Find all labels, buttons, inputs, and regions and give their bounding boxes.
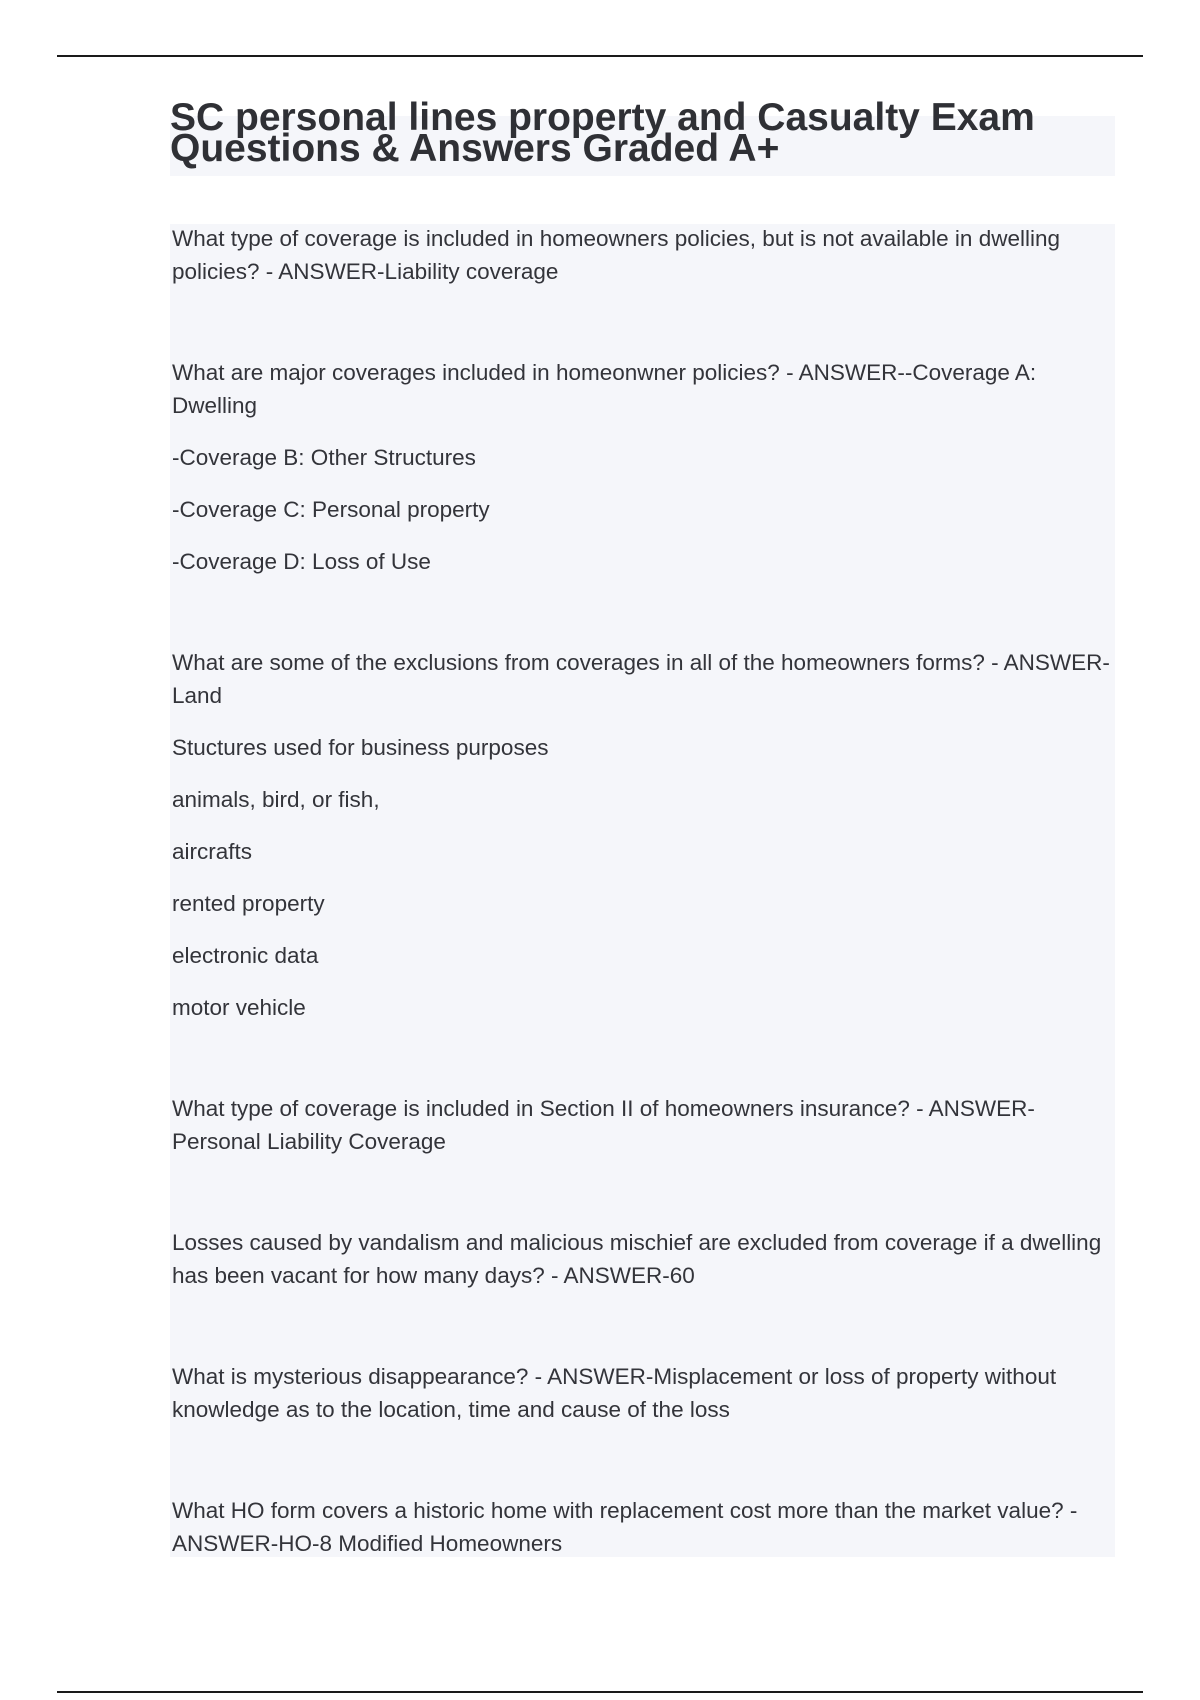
qa-line: Stuctures used for business purposes: [172, 735, 549, 760]
qa-line: motor vehicle: [172, 995, 306, 1020]
qa-line: animals, bird, or fish,: [172, 787, 380, 812]
qa-line: What is mysterious disappearance? - ANSWER-Misplacement or loss of property without knowledge as to the location, time and cause of the loss: [172, 1364, 1057, 1422]
qa-item: [172, 356, 1112, 578]
qa-item: [172, 1360, 1112, 1426]
qa-line: electronic data: [172, 943, 319, 968]
qa-line: What HO form covers a historic home with replacement cost more than the market value? - ANSWER-HO-8 Modified Homeowners: [172, 1498, 1078, 1556]
qa-line: -Coverage D: Loss of Use: [172, 549, 431, 574]
bottom-divider: [57, 1691, 1143, 1693]
qa-line: What are major coverages included in homeonwner policies? - ANSWER--Coverage A: Dwelling: [172, 360, 1037, 418]
qa-item: [172, 1092, 1112, 1158]
qa-line: -Coverage B: Other Structures: [172, 445, 476, 470]
qa-item: [172, 1494, 1112, 1560]
qa-line: rented property: [172, 891, 325, 916]
page-title: SC personal lines property and Casualty Exam Questions & Answers Graded A+: [170, 96, 1035, 170]
qa-item: [172, 222, 1112, 288]
qa-line: Losses caused by vandalism and malicious mischief are excluded from coverage if a dwelling has been vacant for how many days? - ANSWER-60: [172, 1230, 1102, 1288]
qa-line: What type of coverage is included in Section II of homeowners insurance? - ANSWER-Personal Liability Coverage: [172, 1096, 1035, 1154]
top-divider: [57, 55, 1143, 57]
qa-line: aircrafts: [172, 839, 253, 864]
qa-line: -Coverage C: Personal property: [172, 497, 490, 522]
qa-line: What are some of the exclusions from coverages in all of the homeowners forms? - ANSWER-Land: [172, 650, 1110, 708]
qa-line: What type of coverage is included in homeowners policies, but is not available in dwelling policies? - ANSWER-Liability coverage: [172, 226, 1060, 284]
qa-list: [172, 222, 1112, 1560]
qa-item: [172, 646, 1112, 1024]
qa-item: [172, 1226, 1112, 1292]
